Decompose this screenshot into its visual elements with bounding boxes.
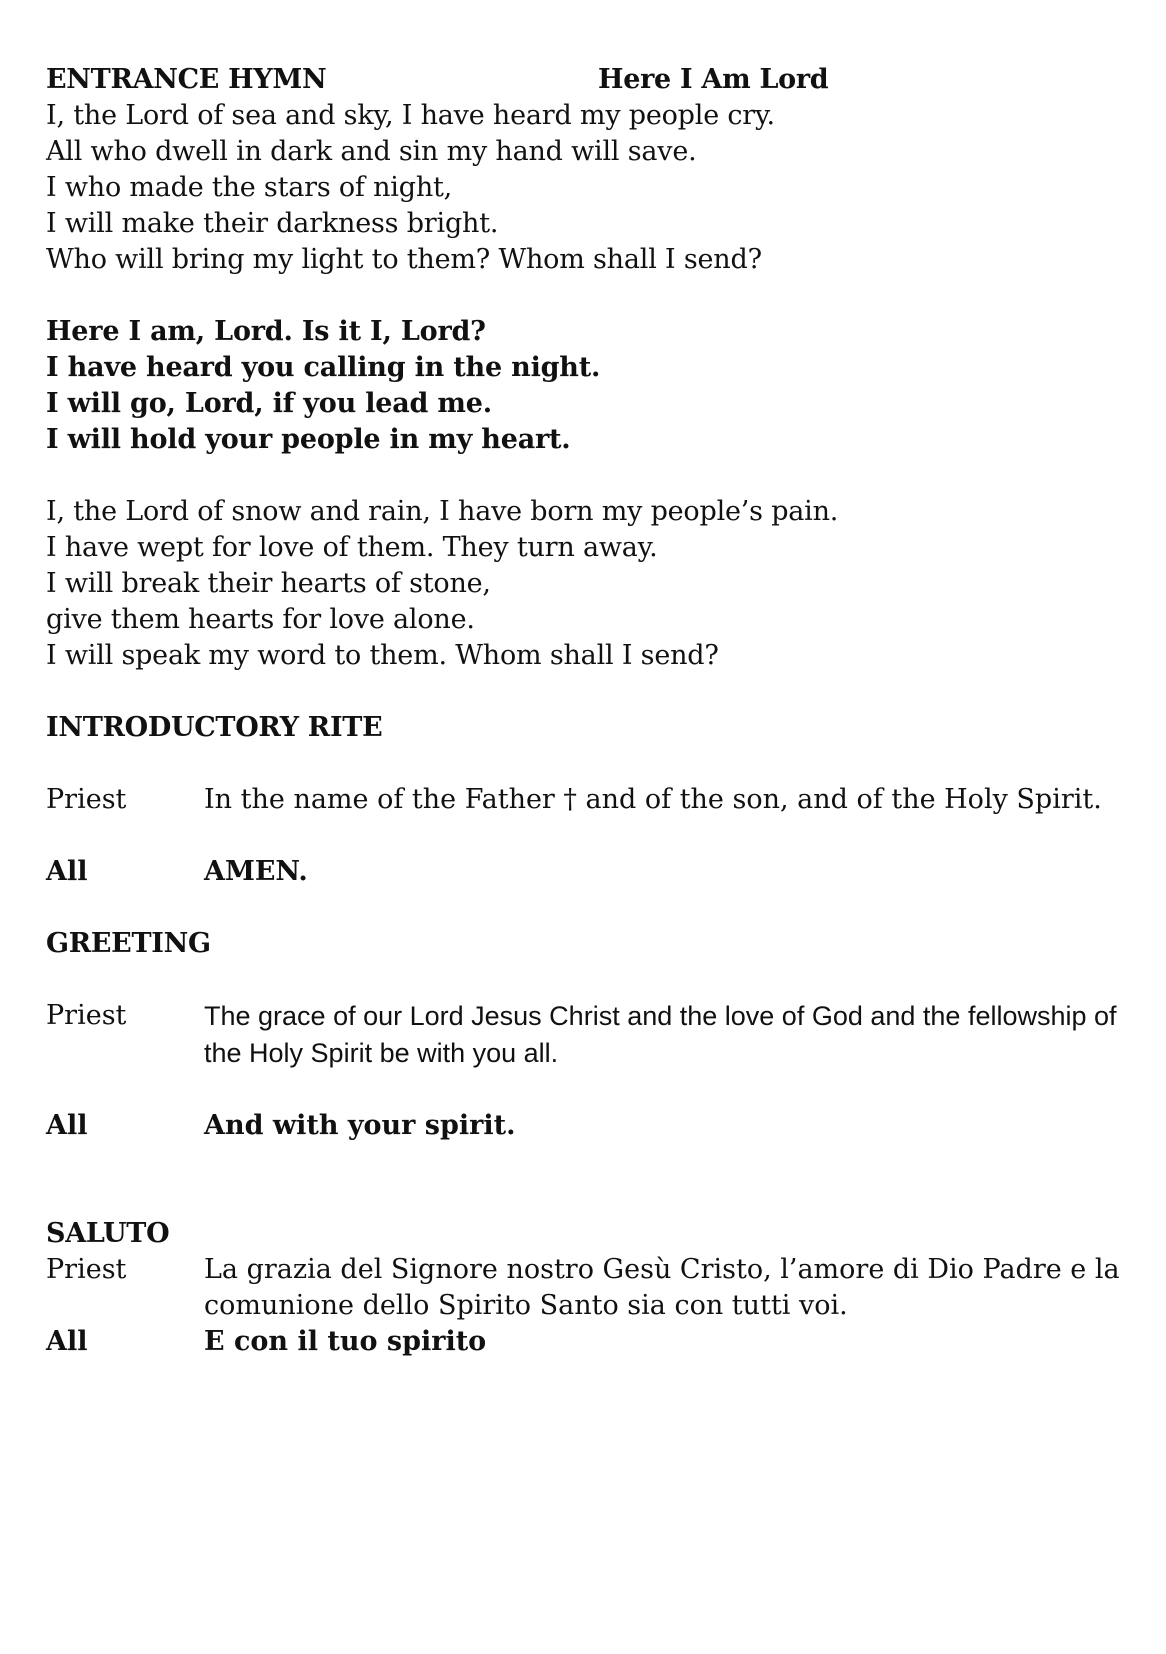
role-label: Priest — [46, 784, 127, 815]
verse-line: I who made the stars of night, — [46, 172, 453, 203]
spacer — [46, 746, 1136, 782]
role-label: Priest — [46, 1000, 127, 1031]
saluto-all-row — [46, 1324, 1136, 1360]
verse-line: I, the Lord of snow and rain, I have born my people’s pain. — [46, 496, 839, 527]
all-response: AMEN. — [204, 856, 308, 887]
spacer — [46, 962, 1136, 998]
hymn-verse-2 — [46, 494, 1136, 674]
verse-line: give them hearts for love alone. — [46, 604, 475, 635]
all-response: E con il tuo spirito — [204, 1326, 487, 1357]
saluto-priest-row — [46, 1252, 1136, 1324]
role-label: Priest — [46, 1254, 127, 1285]
saluto-heading: SALUTO — [46, 1218, 170, 1249]
entrance-hymn-title-row — [46, 62, 1136, 98]
hymn-verse-1 — [46, 98, 1136, 278]
introductory-all-row — [46, 854, 1136, 890]
chorus-line: Here I am, Lord. Is it I, Lord? — [46, 316, 486, 347]
document-page — [46, 62, 1136, 1360]
verse-line: I will make their darkness bright. — [46, 208, 499, 239]
chorus-line: I will go, Lord, if you lead me. — [46, 388, 492, 419]
spacer — [46, 674, 1136, 710]
spacer — [46, 1072, 1136, 1108]
spacer — [46, 890, 1136, 926]
role-label: All — [46, 1326, 88, 1357]
spacer — [46, 1180, 1136, 1216]
entrance-hymn-heading: ENTRANCE HYMN — [46, 64, 327, 95]
introductory-priest-row — [46, 782, 1136, 818]
priest-text: In the name of the Father † and of the son, and of the Holy Spirit. — [204, 784, 1102, 815]
hymn-title: Here I Am Lord — [598, 64, 829, 95]
verse-line: I have wept for love of them. They turn away. — [46, 532, 658, 563]
spacer — [46, 278, 1136, 314]
chorus-line: I have heard you calling in the night. — [46, 352, 601, 383]
all-response: And with your spirit. — [204, 1110, 516, 1141]
spacer — [46, 818, 1136, 854]
greeting-heading: GREETING — [46, 928, 211, 959]
verse-line: All who dwell in dark and sin my hand will save. — [46, 136, 697, 167]
spacer — [46, 1144, 1136, 1180]
role-label: All — [46, 856, 88, 887]
chorus-line: I will hold your people in my heart. — [46, 424, 571, 455]
spacer — [46, 458, 1136, 494]
priest-text: The grace of our Lord Jesus Christ and the love of God and the fellowship of the Holy Spirit be with you all. — [204, 1001, 1117, 1068]
hymn-chorus — [46, 314, 1136, 458]
introductory-rite-heading: INTRODUCTORY RITE — [46, 712, 383, 743]
greeting-all-row — [46, 1108, 1136, 1144]
priest-text: La grazia del Signore nostro Gesù Cristo, l’amore di Dio Padre e la comunione dello Spirito Santo sia con tutti voi. — [204, 1254, 1120, 1321]
verse-line: I will speak my word to them. Whom shall I send? — [46, 640, 719, 671]
verse-line: I will break their hearts of stone, — [46, 568, 491, 599]
verse-line: Who will bring my light to them? Whom shall I send? — [46, 244, 762, 275]
role-label: All — [46, 1110, 88, 1141]
greeting-priest-row — [46, 998, 1136, 1072]
verse-line: I, the Lord of sea and sky, I have heard my people cry. — [46, 100, 775, 131]
